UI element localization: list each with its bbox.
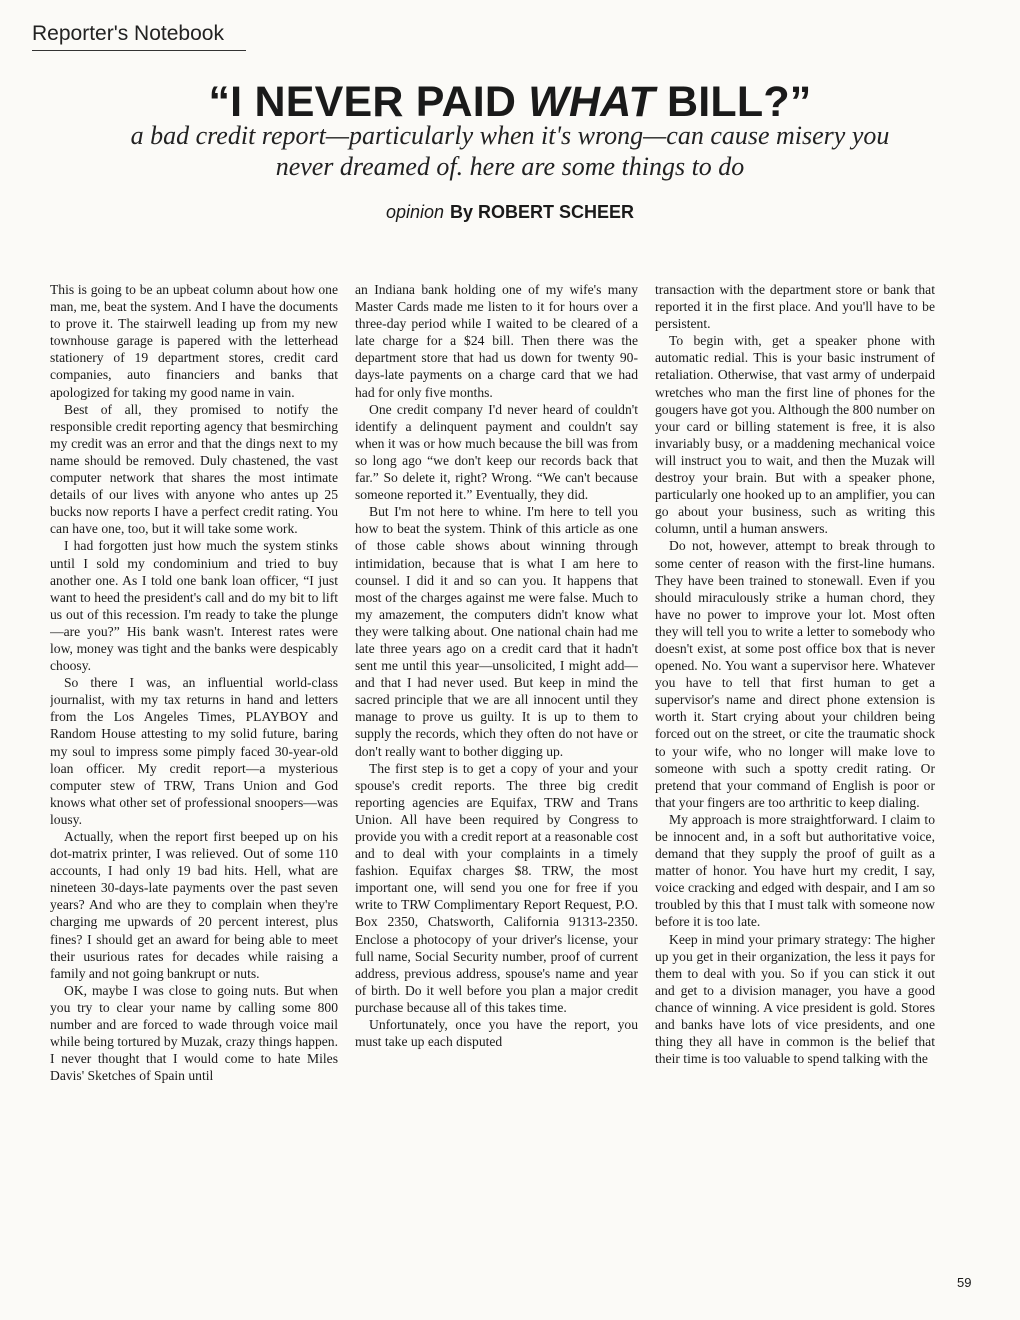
paragraph: transaction with the department store or bank that reported it in the first place. And you'll have to be persistent. [655,282,935,332]
paragraph: But I'm not here to whine. I'm here to tell you how to beat the system. Think of this article as one of those cable shows about winning through intimidation, because that is what I am here to counsel. I did it and so can you. It happens that most of the charges against me were false. Much to my amazement, the computers didn't know what they were talking about. One national chain had me late three years ago on a credit card that it hadn't sent me until this year—unsolicited, I might add—and that I had never used. But keep in mind the sacred principle that we are all innocent until they manage to prove us guilty. It is up to them to supply the records, which they often do not have or don't really want to bother digging up. [355,504,638,759]
headline-post: BILL?” [654,78,812,126]
article-column-1 [50,281,338,1306]
paragraph: To begin with, get a speaker phone with automatic redial. This is your basic instrument of retaliation. Otherwise, that vast army of underpaid wretches who man the first line of phones for the gougers have got you. Although the 800 number on your card or billing statement is free, it is also invariably busy, or a maddening mechanical voice will instruct you to wait, and then the Muzak will destroy your brain. But with a speaker phone, particularly one hooked up to an amplifier, you can go about your business, such as writing this column, until a human answers. [655,333,935,537]
paragraph: My approach is more straightforward. I claim to be innocent and, in a soft but authoritative voice, demand that they supply the proof of guilt as a matter of honor. You have hurt my credit, I say, voice cracking and edged with despair, and I am so troubled by this that I must talk with someone now before it is too late. [655,811,935,930]
article-column-3 [655,281,935,1306]
paragraph: an Indiana bank holding one of my wife's many Master Cards made me listen to it for hours over a three-day period while I waited to be cleared of a late charge for a $24 bill. Then there was the department store that had us down for twenty 90-days-late payments on a charge card that we had had for only five months. [355,282,638,400]
byline [0,202,1020,223]
paragraph: Do not, however, attempt to break through to some center of reason with the first-line humans. They have been trained to stonewall. Even if you should miraculously strike a human chord, they have no power to improve your lot. Most often they will tell you to write a letter to somebody who doesn't exist, at some post office box that is never opened. No. You want a supervisor here. Whatever you have to tell that first human to get a supervisor's name and direct phone extension is worth it. Start crying about your children being forced out on the street, or cite the traumatic shock to your wife, who no longer will make love to someone with such a spotty credit rating. Or pretend that your command of English is poor or that your fingers are too arthritic to keep dialing. [655,538,935,810]
paragraph: I had forgotten just how much the system stinks until I sold my condominium and tried to buy another one. As I told one bank loan officer, “I just want to heed the president's call and do my bit to lift us out of this recession. I'm ready to take the plunge—are you?” His bank wasn't. Interest rates were low, money was tight and the banks were despicably choosy. [50,538,338,674]
paragraph: One credit company I'd never heard of couldn't identify a delinquent payment and couldn't say when it was or how much because the bill was from so long ago “we don't keep our records back that far.” So delete it, right? Wrong. “We can't because someone reported it.” Eventually, they did. [355,401,638,503]
paragraph: Keep in mind your primary strategy: The higher up you get in their organization, the less it pays for them to deal with you. So if you can stick it out and get to a division manager, you have a good chance of winning. A vice president is gold. Stores and banks have lots of vice presidents, and one thing they all have in common is the belief that their time is too valuable to spend talking with the [655,931,935,1067]
paragraph: So there I was, an influential world-class journalist, with my tax returns in hand and letters from the Los Angeles Times, PLAYBOY and Random House attesting to my solid future, baring my soul to impress some pimply faced 30-year-old loan officer. My credit report—a mysterious computer stew of TRW, Trans Union and God knows what other set of professional snoopers—was lousy. [50,675,338,827]
headline-pre: “I NEVER PAID [208,78,529,126]
paragraph: Best of all, they promised to notify the responsible credit reporting agency that besmirching my credit was an error and that the dings next to my name should be removed. Duly chastened, the vast computer network that shares the most intimate details of our lives with anyone who antes up 25 bucks now reports I have a perfect credit rating. You can have one, too, but it will take some work. [50,401,338,537]
page-number: 59 [957,1275,972,1290]
headline-emphasis: WHAT [528,78,655,126]
article-column-2 [355,281,638,1306]
section-rule [32,50,246,51]
section-label: Reporter's Notebook [32,22,224,45]
byline-kicker: opinion [385,202,445,222]
dek: a bad credit report—particularly when it's wrong—can cause misery you never dreamed of. here are some things to do [130,121,890,181]
paragraph: This is going to be an upbeat column about how one man, me, beat the system. And I have the documents to prove it. The stairwell leading up from my new townhouse garage is papered with the letterhead stationery of 19 department stores, credit card companies, auto financiers and banks that apologized for taking my good name in vain. [50,282,338,400]
paragraph: Unfortunately, once you have the report, you must take up each disputed [355,1017,638,1050]
paragraph: The first step is to get a copy of your and your spouse's credit reports. The three big credit reporting agencies are Equifax, TRW and Trans Union. All have been required by Congress to provide you with a credit report at a reasonable cost and to deal with your complaints in a timely fashion. Equifax charges $8. TRW, the most important one, will send you one for free if you write to TRW Complimentary Report Request, P.O. Box 2350, Chatsworth, California 91313-2350. Enclose a photocopy of your driver's license, your full name, Social Security number, proof of current address, previous address, spouse's name and year of birth. Do it well before you plan a major credit purchase because all of this takes time. [355,760,638,1015]
paragraph: OK, maybe I was close to going nuts. But when you try to clear your name by calling some 800 number and are forced to wade through voice mail while being tortured by Muzak, crazy things happen. I never thought that I would come to hate Miles Davis' Sketches of Spain until [50,982,338,1084]
paragraph: Actually, when the report first beeped up on his dot-matrix printer, I was relieved. Out of some 110 accounts, I had only 19 bad hits. Hell, what are nineteen 30-days-late payments over the past seven years? And who are they to complain when they're charging me upwards of 20 percent interest, plus fines? I should get an award for being able to meet their usurious rates for decades while raising a family and not going bankrupt or nuts. [50,829,338,981]
byline-author: By ROBERT SCHEER [450,202,635,222]
